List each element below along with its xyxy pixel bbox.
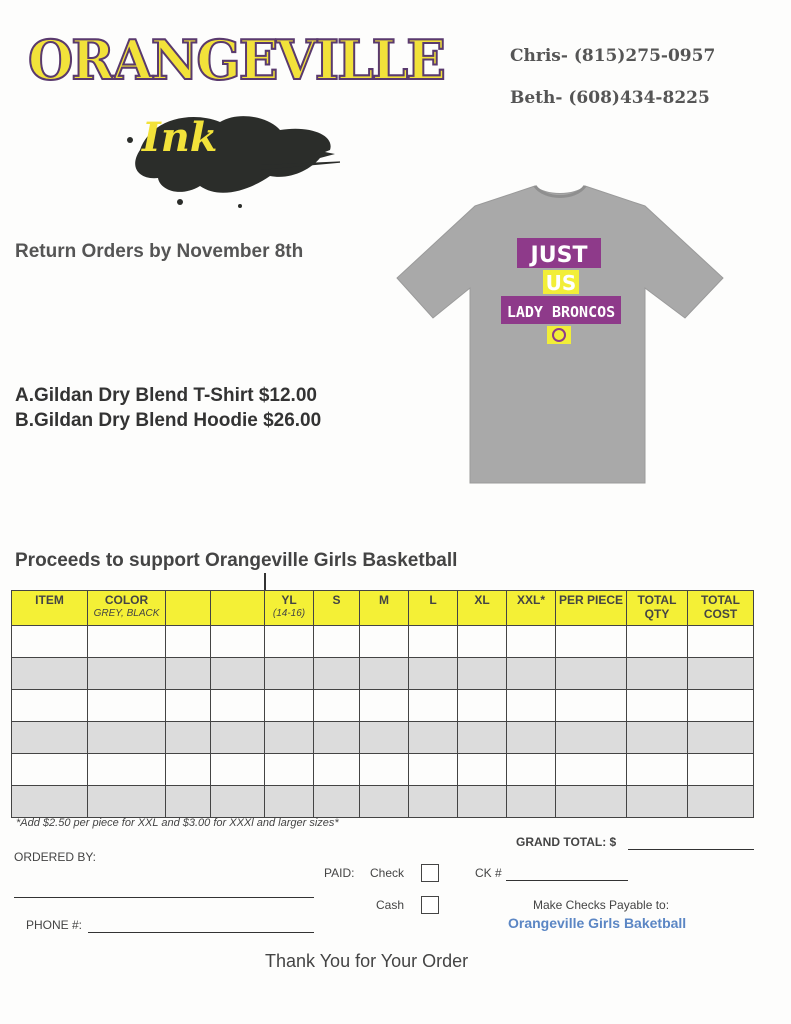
grand-total-label: GRAND TOTAL: $ <box>516 835 617 849</box>
table-cell[interactable] <box>458 722 507 754</box>
table-cell[interactable] <box>507 690 556 722</box>
table-cell[interactable] <box>507 722 556 754</box>
table-cell[interactable] <box>458 690 507 722</box>
divider-tick <box>264 573 266 591</box>
t-shirt-image <box>395 178 725 488</box>
check-number-field[interactable] <box>506 880 628 881</box>
table-cell[interactable] <box>409 690 458 722</box>
logo-subtitle: Ink <box>142 114 218 161</box>
table-cell[interactable] <box>409 786 458 818</box>
table-cell[interactable] <box>458 754 507 786</box>
shirt-text-just: JUST <box>530 243 588 268</box>
table-row <box>12 786 754 818</box>
table-cell[interactable] <box>265 786 314 818</box>
table-cell[interactable] <box>88 786 166 818</box>
contact-beth: Beth- (608)434-8225 <box>510 88 710 108</box>
table-cell[interactable] <box>12 786 88 818</box>
table-cell[interactable] <box>166 690 211 722</box>
table-row <box>12 658 754 690</box>
table-cell[interactable] <box>627 754 688 786</box>
check-checkbox[interactable] <box>421 864 439 882</box>
table-cell[interactable] <box>627 722 688 754</box>
orangeville-ink-logo <box>20 28 444 210</box>
logo-title: ORANGEVILLE <box>28 28 444 93</box>
table-cell[interactable] <box>211 786 265 818</box>
table-cell[interactable] <box>88 690 166 722</box>
shirt-text-us: US <box>545 271 577 295</box>
table-row <box>12 626 754 658</box>
contact-chris: Chris- (815)275-0957 <box>510 46 716 66</box>
cash-checkbox[interactable] <box>421 896 439 914</box>
table-cell[interactable] <box>627 690 688 722</box>
table-cell[interactable] <box>360 658 409 690</box>
table-cell[interactable] <box>88 626 166 658</box>
table-cell[interactable] <box>556 658 627 690</box>
table-cell[interactable] <box>265 658 314 690</box>
table-cell[interactable] <box>166 722 211 754</box>
table-cell[interactable] <box>507 786 556 818</box>
table-cell[interactable] <box>265 690 314 722</box>
table-cell[interactable] <box>265 722 314 754</box>
table-cell[interactable] <box>211 754 265 786</box>
header-total-cost: TOTAL COST <box>688 591 754 626</box>
table-cell[interactable] <box>314 690 360 722</box>
table-cell[interactable] <box>12 690 88 722</box>
table-cell[interactable] <box>507 754 556 786</box>
table-cell[interactable] <box>507 626 556 658</box>
table-cell[interactable] <box>314 754 360 786</box>
cash-label: Cash <box>376 898 405 912</box>
table-row <box>12 690 754 722</box>
table-cell[interactable] <box>409 658 458 690</box>
header-m: M <box>360 591 409 626</box>
header-s: S <box>314 591 360 626</box>
table-row <box>12 722 754 754</box>
table-header-row <box>12 591 754 626</box>
table-cell[interactable] <box>314 722 360 754</box>
grand-total-field[interactable] <box>628 849 754 850</box>
table-cell[interactable] <box>265 626 314 658</box>
table-cell[interactable] <box>211 658 265 690</box>
table-cell[interactable] <box>556 626 627 658</box>
table-cell[interactable] <box>12 658 88 690</box>
check-number-label: CK # <box>475 866 502 880</box>
table-cell[interactable] <box>360 754 409 786</box>
payable-name: Orangeville Girls Baketball <box>508 915 687 931</box>
phone-field[interactable] <box>88 932 314 933</box>
table-cell[interactable] <box>166 786 211 818</box>
check-label: Check <box>370 866 405 880</box>
ordered-by-field[interactable] <box>14 897 314 898</box>
header-per-piece: PER PIECE <box>556 591 627 626</box>
table-cell[interactable] <box>88 658 166 690</box>
table-cell[interactable] <box>360 626 409 658</box>
phone-label: PHONE #: <box>26 918 83 932</box>
table-row <box>12 754 754 786</box>
header-total-qty: TOTAL QTY <box>627 591 688 626</box>
table-cell[interactable] <box>688 722 754 754</box>
table-cell[interactable] <box>409 722 458 754</box>
table-cell[interactable] <box>688 786 754 818</box>
table-cell[interactable] <box>507 658 556 690</box>
table-cell[interactable] <box>360 722 409 754</box>
table-cell[interactable] <box>88 754 166 786</box>
header-l: L <box>409 591 458 626</box>
table-cell[interactable] <box>166 626 211 658</box>
table-cell[interactable] <box>556 722 627 754</box>
table-cell[interactable] <box>166 658 211 690</box>
table-cell[interactable] <box>12 754 88 786</box>
table-cell[interactable] <box>314 658 360 690</box>
header-yl: YL (14-16) <box>265 591 314 626</box>
table-cell[interactable] <box>688 690 754 722</box>
thank-you-message: Thank You for Your Order <box>265 951 469 971</box>
size-surcharge-note: *Add $2.50 per piece for XXL and $3.00 for XXXl and larger sizes* <box>16 817 339 829</box>
table-cell[interactable] <box>166 754 211 786</box>
header-blank-2 <box>211 591 265 626</box>
table-cell[interactable] <box>458 786 507 818</box>
table-cell[interactable] <box>458 658 507 690</box>
order-table <box>11 590 754 818</box>
payable-label: Make Checks Payable to: <box>533 898 670 912</box>
table-cell[interactable] <box>360 786 409 818</box>
product-tshirt: A.Gildan Dry Blend T-Shirt $12.00 <box>15 385 317 406</box>
table-cell[interactable] <box>360 690 409 722</box>
table-cell[interactable] <box>211 690 265 722</box>
table-cell[interactable] <box>556 754 627 786</box>
table-cell[interactable] <box>688 658 754 690</box>
return-deadline: Return Orders by November 8th <box>15 241 304 262</box>
proceeds-heading: Proceeds to support Orangeville Girls Basketball <box>15 550 458 571</box>
table-cell[interactable] <box>12 626 88 658</box>
table-cell[interactable] <box>556 786 627 818</box>
table-cell[interactable] <box>265 754 314 786</box>
table-cell[interactable] <box>211 626 265 658</box>
shirt-text-lady-broncos: LADY BRONCOS <box>506 303 616 321</box>
product-hoodie: B.Gildan Dry Blend Hoodie $26.00 <box>15 410 322 431</box>
header-item: ITEM <box>12 591 88 626</box>
table-cell[interactable] <box>314 626 360 658</box>
table-cell[interactable] <box>556 690 627 722</box>
header-xl: XL <box>458 591 507 626</box>
table-cell[interactable] <box>627 786 688 818</box>
table-cell[interactable] <box>458 626 507 658</box>
ordered-by-label: ORDERED BY: <box>14 850 97 864</box>
paid-label: PAID: <box>324 866 355 880</box>
table-cell[interactable] <box>688 754 754 786</box>
table-cell[interactable] <box>314 786 360 818</box>
table-cell[interactable] <box>627 626 688 658</box>
header-xxl: XXL* <box>507 591 556 626</box>
table-cell[interactable] <box>409 626 458 658</box>
header-blank-1 <box>166 591 211 626</box>
table-cell[interactable] <box>88 722 166 754</box>
table-cell[interactable] <box>211 722 265 754</box>
table-cell[interactable] <box>688 626 754 658</box>
table-cell[interactable] <box>12 722 88 754</box>
header-color: COLOR GREY, BLACK <box>88 591 166 626</box>
table-cell[interactable] <box>627 658 688 690</box>
table-cell[interactable] <box>409 754 458 786</box>
